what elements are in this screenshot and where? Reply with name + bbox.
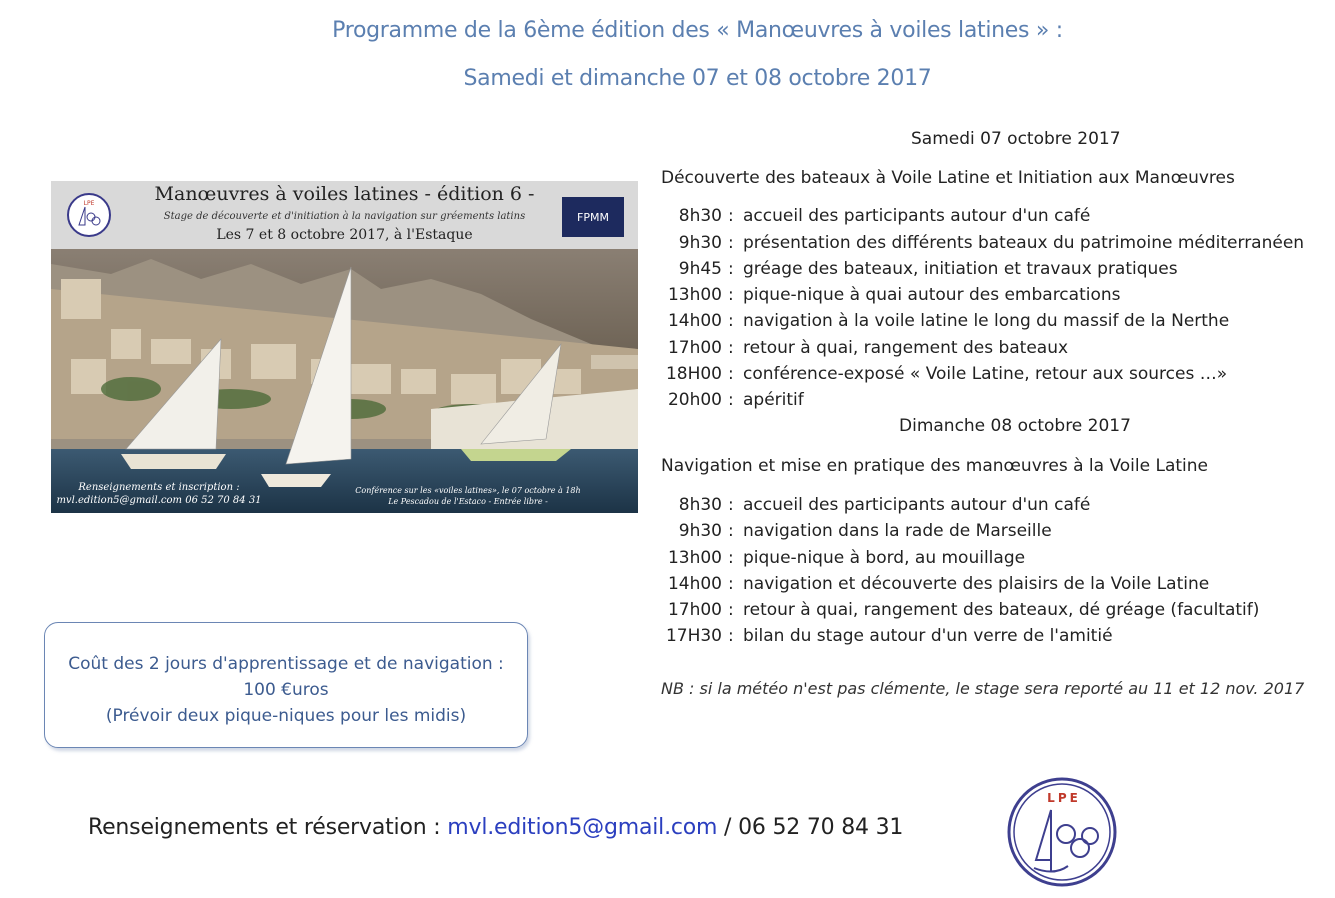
time-separator: : — [728, 206, 734, 226]
schedule-activity: retour à quai, rangement des bateaux, dé gréage (facultatif) — [743, 600, 1260, 620]
time-separator: : — [728, 521, 734, 541]
schedule-time: 13h00 — [667, 548, 722, 568]
schedule-activity: pique-nique à quai autour des embarcations — [743, 285, 1121, 305]
fpmm-logo: FPMM — [562, 197, 624, 237]
time-separator: : — [728, 311, 734, 331]
time-separator: : — [728, 574, 734, 594]
time-separator: : — [728, 390, 734, 410]
schedule-time: 8h30 — [678, 495, 722, 515]
poster-conference — [339, 485, 597, 507]
schedule-activity: navigation à la voile latine le long du massif de la Nerthe — [743, 311, 1230, 331]
page-subtitle-dates: Samedi et dimanche 07 et 08 octobre 2017 — [463, 66, 932, 91]
time-separator: : — [728, 600, 734, 620]
day1-title: Samedi 07 octobre 2017 — [911, 129, 1121, 149]
schedule-time: 14h00 — [667, 311, 722, 331]
schedule-activity: navigation et découverte des plaisirs de la Voile Latine — [743, 574, 1210, 594]
schedule-time: 9h30 — [678, 233, 722, 253]
schedule-activity: bilan du stage autour d'un verre de l'amitié — [743, 626, 1113, 646]
day1-section-title: Découverte des bateaux à Voile Latine et Initiation aux Manœuvres — [661, 168, 1235, 188]
poster-dates: Les 7 et 8 octobre 2017, à l'Estaque — [216, 227, 473, 243]
schedule-activity: accueil des participants autour d'un café — [743, 495, 1091, 515]
day2-section-title: Navigation et mise en pratique des manœuvres à la Voile Latine — [661, 456, 1208, 476]
schedule-activity: pique-nique à bord, au mouillage — [743, 548, 1026, 568]
poster-subtitle: Stage de découverte et d'initiation à la navigation sur gréements latins — [163, 211, 526, 222]
page-title: Programme de la 6ème édition des « Manœuvres à voiles latines » : — [332, 18, 1063, 43]
schedule-time: 17H30 — [665, 626, 722, 646]
footer-email-link[interactable]: mvl.edition5@gmail.com — [447, 815, 718, 840]
footer-phone: 06 52 70 84 31 — [738, 815, 904, 840]
poster-conference-line2: Le Pescadou de l'Estaco - Entrée libre - — [388, 497, 548, 506]
poster-contact-details: mvl.edition5@gmail.com 06 52 70 84 31 — [56, 495, 262, 506]
schedule-activity: navigation dans la rade de Marseille — [743, 521, 1052, 541]
schedule-time: 17h00 — [667, 338, 722, 358]
cost-line-description: Coût des 2 jours d'apprentissage et de navigation : — [68, 654, 504, 674]
cost-line-note: (Prévoir deux pique-niques pour les midis) — [105, 706, 467, 726]
cost-line-price: 100 €uros — [243, 680, 329, 700]
time-separator: : — [728, 495, 734, 515]
schedule-time: 8h30 — [678, 206, 722, 226]
time-separator: : — [728, 233, 734, 253]
schedule-activity: accueil des participants autour d'un café — [743, 206, 1091, 226]
poster-title: Manœuvres à voiles latines - édition 6 - — [154, 183, 535, 205]
schedule-time: 9h45 — [678, 259, 722, 279]
time-separator: : — [728, 626, 734, 646]
schedule-time: 13h00 — [667, 285, 722, 305]
weather-note: NB : si la météo n'est pas clémente, le stage sera reporté au 11 et 12 nov. 2017 — [661, 679, 1305, 698]
poster-contact — [53, 481, 265, 507]
schedule-activity: retour à quai, rangement des bateaux — [743, 338, 1069, 358]
time-separator: : — [728, 285, 734, 305]
schedule-time: 9h30 — [678, 521, 722, 541]
poster-conference-line1: Conférence sur les «voiles latines», le 07 octobre à 18h — [355, 486, 581, 495]
poster-contact-label: Renseignements et inscription : — [78, 482, 240, 493]
schedule-time: 14h00 — [667, 574, 722, 594]
footer-contact — [88, 815, 903, 840]
schedule-time: 17h00 — [667, 600, 722, 620]
schedule-activity: présentation des différents bateaux du patrimoine méditerranéen — [743, 233, 1305, 253]
event-poster — [51, 181, 638, 513]
poster-header — [51, 181, 638, 249]
cost-box — [44, 622, 528, 748]
schedule-time: 18H00 — [665, 364, 722, 384]
lpe-logo-letters: LPE — [83, 200, 95, 207]
schedule-time: 20h00 — [667, 390, 722, 410]
time-separator: : — [728, 259, 734, 279]
time-separator: : — [728, 338, 734, 358]
sailboats-photo — [51, 249, 638, 513]
schedule-activity: conférence-exposé « Voile Latine, retour aux sources …» — [743, 364, 1228, 384]
time-separator: : — [728, 364, 734, 384]
lpe-logo-icon — [1006, 776, 1118, 888]
schedule-activity: gréage des bateaux, initiation et travaux pratiques — [743, 259, 1178, 279]
footer-separator: / — [717, 815, 739, 840]
day2-title: Dimanche 08 octobre 2017 — [899, 416, 1131, 436]
schedule-activity: apéritif — [743, 390, 804, 410]
lpe-logo-letters: LPE — [1047, 791, 1081, 805]
footer-contact-label: Renseignements et réservation : — [88, 815, 448, 840]
time-separator: : — [728, 548, 734, 568]
